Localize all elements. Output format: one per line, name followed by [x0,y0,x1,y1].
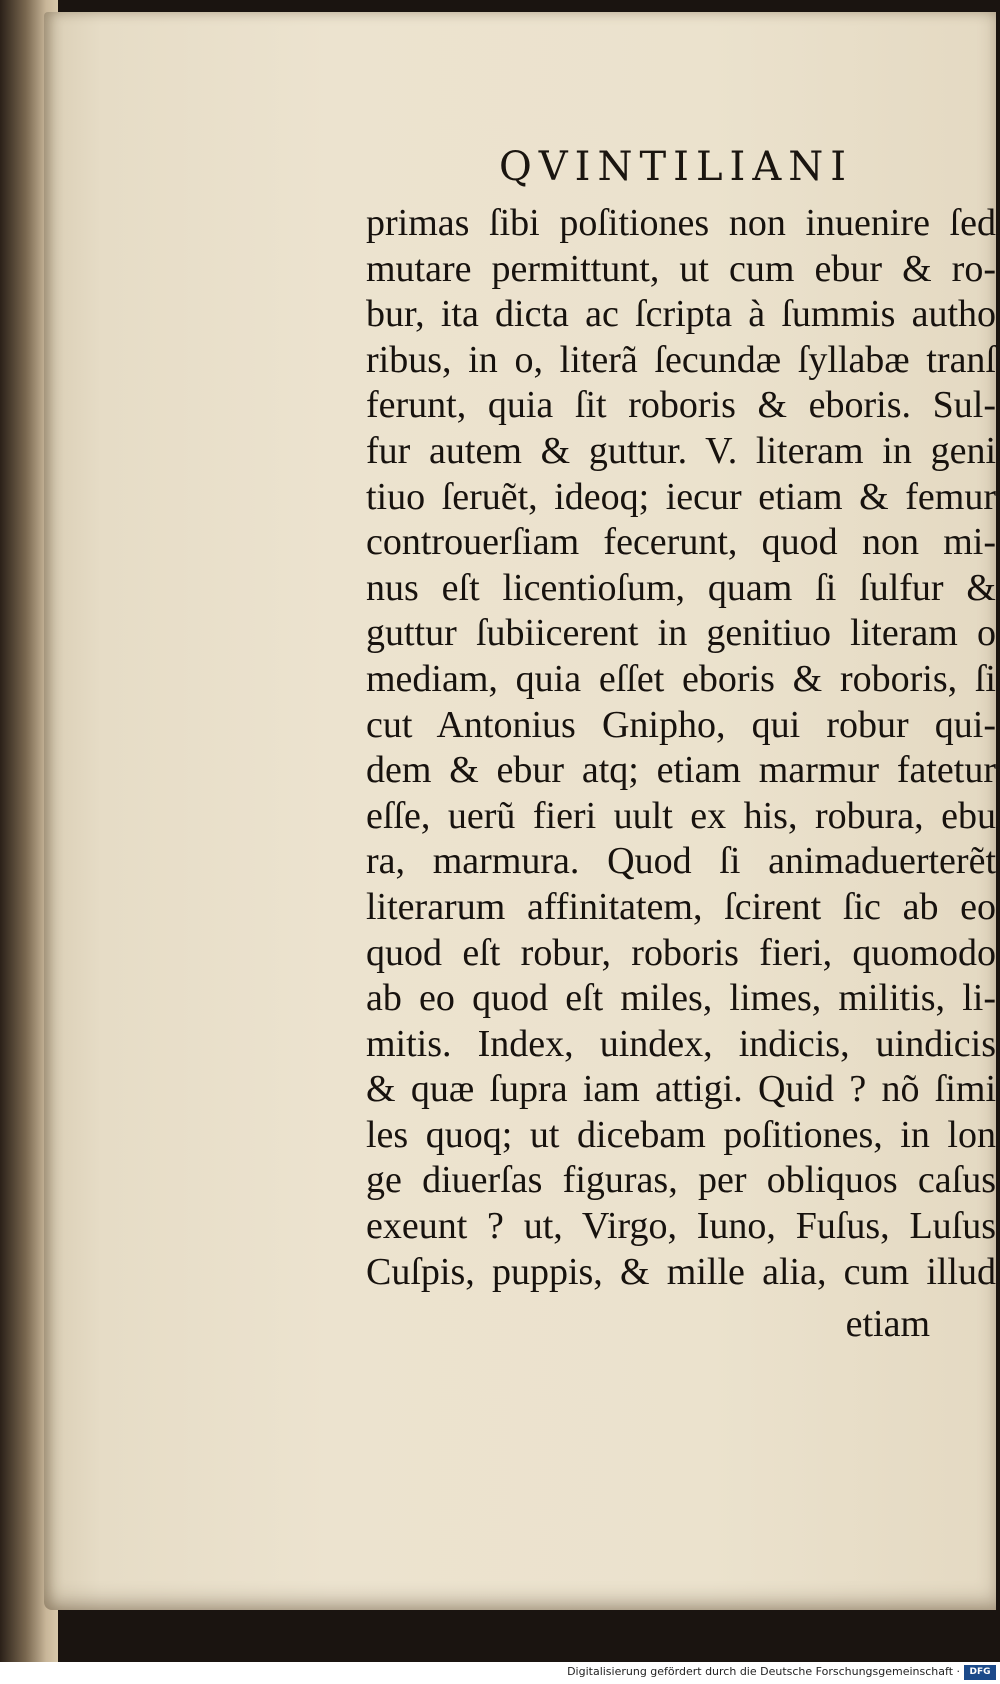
text-line: guttur ſubiicerent in genitiuo literam o [366,612,996,655]
book-page [44,12,996,1610]
text-line: quod eſt robur, roboris fieri, quomodo [366,931,996,974]
text-line: literarum affinitatem, ſcirent ſic ab eo [366,885,996,928]
text-line: ferunt, quia ſit roboris & eboris. Sul- [366,384,996,427]
text-line: ab eo quod eſt miles, limes, militis, li- [366,977,996,1020]
text-line: Cuſpis, puppis, & mille alia, cum illud [366,1250,996,1293]
running-title: QVINTILIANI [499,144,854,190]
text-line: les quoq; ut dicebam poſitiones, in lon [366,1113,996,1156]
text-line: nus eſt licentioſum, quam ſi ſulfur & [366,566,996,609]
catchword: etiam [845,1303,930,1345]
text-line: tiuo ſeruẽt, ideoq; iecur etiam & femur [366,475,996,518]
text-line: ge diuerſas figuras, per obliquos caſus [366,1159,996,1202]
footer-credit: Digitalisierung gefördert durch die Deutsche Forschungsgemeinschaft · [567,1665,960,1678]
text-line: mitis. Index, uindex, indicis, uindicis [366,1022,996,1065]
text-line: dem & ebur atq; etiam marmur fatetur [366,749,996,792]
text-line: controuerſiam fecerunt, quod non mi- [366,521,996,564]
text-block [366,201,996,1295]
text-line: primas ſibi poſitiones non inuenire ſed [366,202,996,244]
text-line: ribus, in o, literã ſecundæ ſyllabæ tranſ [366,338,996,381]
text-line: bur, ita dicta ac ſcripta à ſummis autho [366,293,996,336]
text-line: & quæ ſupra iam attigi. Quid ? nõ ſimi [366,1068,996,1111]
text-line: ra, marmura. Quod ſi animaduerterẽt [366,840,996,883]
text-line: mediam, quia eſſet eboris & roboris, ſi [366,657,996,700]
dfg-logo: DFG [964,1665,996,1680]
text-line: eſſe, uerũ fieri uult ex his, robura, ebu [366,794,996,837]
text-line: fur autem & guttur. V. literam in geni [366,429,996,472]
text-line: exeunt ? ut, Virgo, Iuno, Fuſus, Luſus [366,1205,996,1248]
footer-bar [0,1662,1000,1684]
text-line: mutare permittunt, ut cum ebur & ro- [366,247,996,290]
text-line: cut Antonius Gnipho, qui robur qui- [366,703,996,746]
